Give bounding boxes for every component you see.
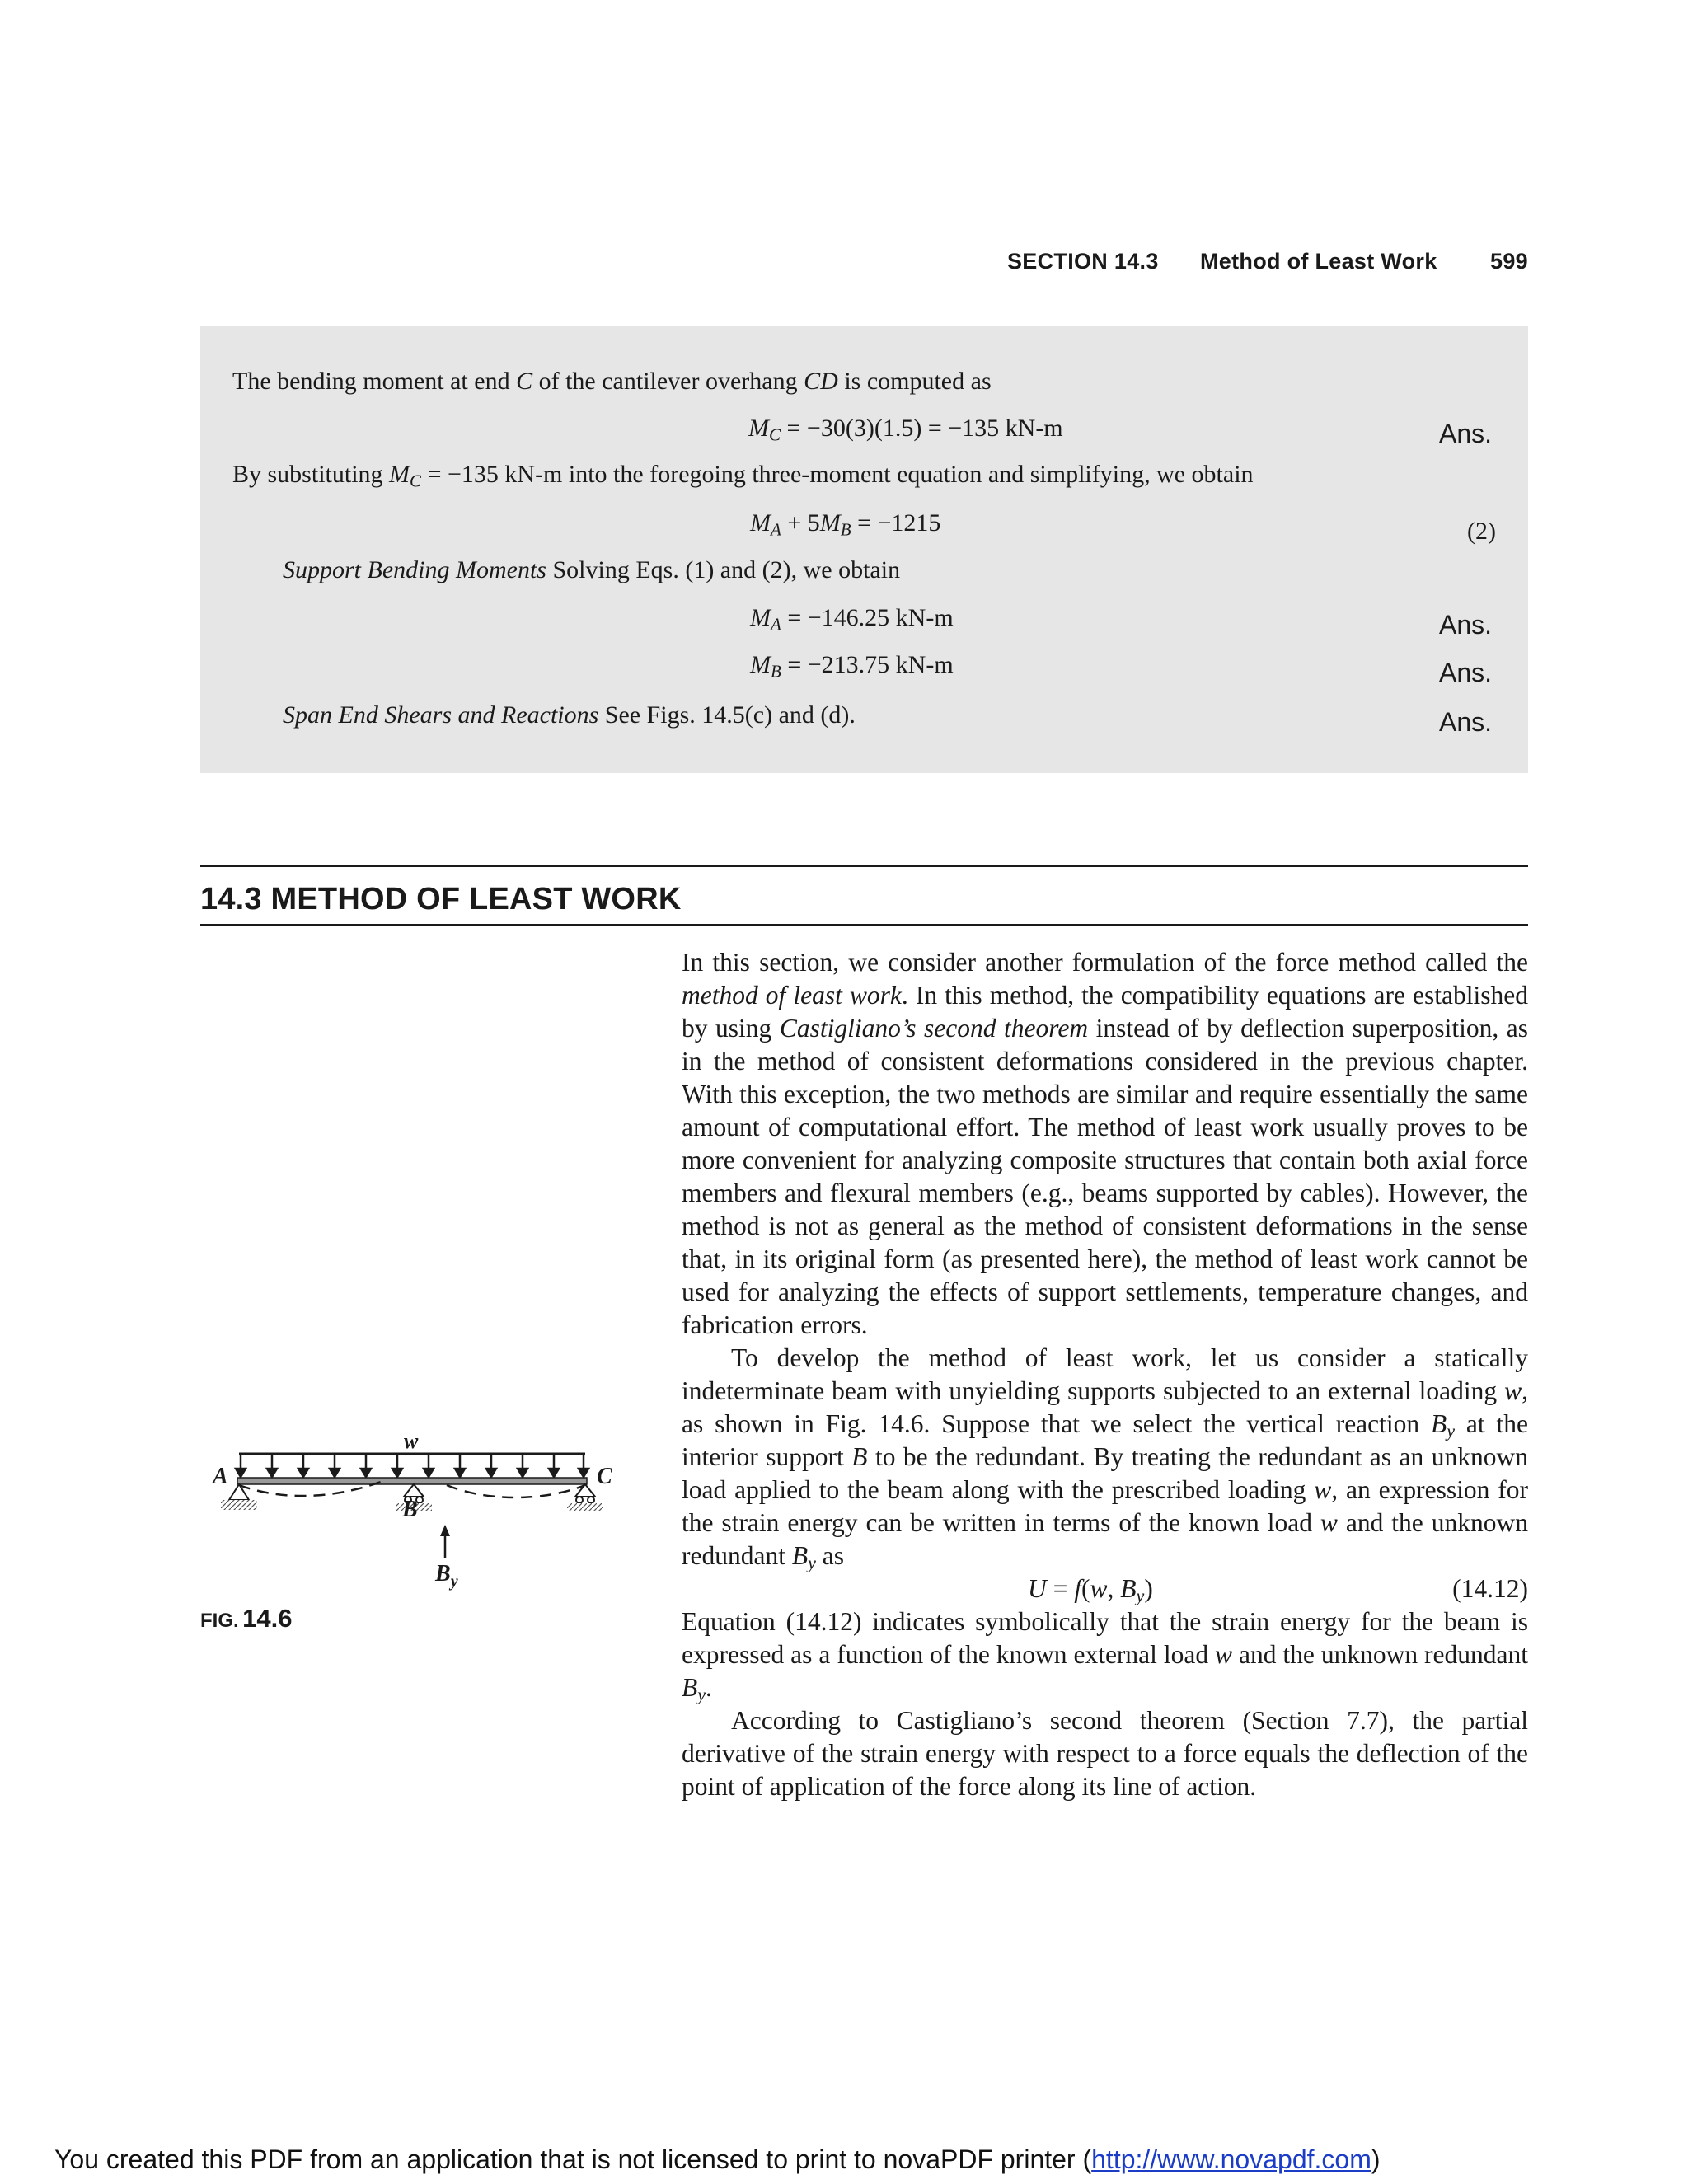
label-by: $B_y$ <box>435 1561 458 1591</box>
answer-label-ma: Ans. <box>1439 610 1493 640</box>
paragraph-3: Equation (14.12) indicates symbolically that the strain energy for the beam is expressed as a function of the known external load w and the unknown redundant $B_y$. <box>682 1607 1528 1705</box>
answer-label-mb: Ans. <box>1439 658 1493 687</box>
example-line-support-moments: Support Bending Moments Solving Eqs. (1) and (2), we obtain <box>283 556 901 583</box>
load-arrows <box>236 1454 588 1477</box>
body-text <box>682 946 1528 1803</box>
novapdf-link[interactable]: http://www.novapdf.com <box>1091 2144 1372 2174</box>
section-rule-top <box>200 865 1528 867</box>
page-number: 599 <box>1490 249 1528 274</box>
section-rule-bottom <box>200 924 1528 926</box>
roller-support-c <box>575 1484 595 1497</box>
example-line-span-end-shears: Span End Shears and Reactions See Figs. 14.5(c) and (d). <box>283 701 856 729</box>
answer-label-shears: Ans. <box>1439 707 1493 737</box>
paragraph-4: According to Castigliano’s second theorem (Section 7.7), the partial derivative of the strain energy with respect to a force equals the deflection of the point of application of the force along its line of action. <box>682 1706 1528 1801</box>
beam-figure <box>206 1434 635 1591</box>
section-heading: 14.3 METHOD OF LEAST WORK <box>200 882 682 916</box>
paragraph-1: In this section, we consider another formulation of the force method called the method of least work. In this method, the compatibility equations are established by using Castigliano’s second theorem instead of by deflection superposition, as in the method of consistent deformations considered in the previous chapter. With this exception, the two methods are similar and require essentially the same amount of computational effort. The method of least work usually proves to be more convenient for analyzing composite structures that contain both axial force members and flexural members (e.g., beams supported by cables). However, the method is not as general as the method of consistent deformations in the sense that, in its original form (as presented here), the method of least work cannot be used for analyzing the effects of support settlements, temperature changes, and fabrication errors. <box>682 948 1528 1339</box>
equation-mb: $M_B = -213.75$ kN-m <box>750 651 954 682</box>
equation-ma: $M_A = -146.25$ kN-m <box>750 604 954 635</box>
equation-number-2: (2) <box>1467 518 1496 545</box>
equation-number-14-12: (14.12) <box>1452 1574 1528 1603</box>
running-header-section: SECTION 14.3 <box>1007 249 1159 274</box>
running-header-title: Method of Least Work <box>1200 249 1437 274</box>
label-w: w <box>404 1434 419 1453</box>
label-c: C <box>597 1464 612 1489</box>
equation-14-12: U = f(w, $B_y$) (14.12) <box>1028 1574 1528 1606</box>
equation-mc: $M_C = -30(3)(1.5) = -135$ kN-m <box>748 415 1063 445</box>
pdf-footer-notice: You created this PDF from an application that is not licensed to print to novaPDF printer (http://www.novapdf.com) <box>54 2144 1381 2174</box>
equation-2: $M_A + 5M_B = -1215$ <box>750 509 941 540</box>
ground-a <box>221 1500 257 1510</box>
example-line-substituting: By substituting $M_C = -135$ kN-m into the foregoing three-moment equation and simplifying, we obtain <box>232 461 1254 491</box>
roller-support-b <box>404 1484 424 1497</box>
paragraph-2: To develop the method of least work, let us consider a statically indeterminate beam with unyielding supports subjected to an external loading w, as shown in Fig. 14.6. Suppose that we select the vertical reaction $B_y$ at the interior support B to be the redundant. By treating the redundant as an unknown load applied to the beam along with the prescribed loading w, an expression for the strain energy can be written in terms of the known load w and the unknown redundant $B_y$ as <box>682 1343 1529 1573</box>
label-a: A <box>213 1464 228 1489</box>
example-line-moment-at-c: The bending moment at end C of the cantilever overhang CD is computed as <box>232 368 992 395</box>
label-b: B <box>402 1497 418 1522</box>
beam <box>237 1478 587 1484</box>
ground-c <box>567 1503 603 1511</box>
answer-label-mc: Ans. <box>1439 419 1493 448</box>
figure-caption: FIG. 14.6 <box>200 1604 293 1633</box>
